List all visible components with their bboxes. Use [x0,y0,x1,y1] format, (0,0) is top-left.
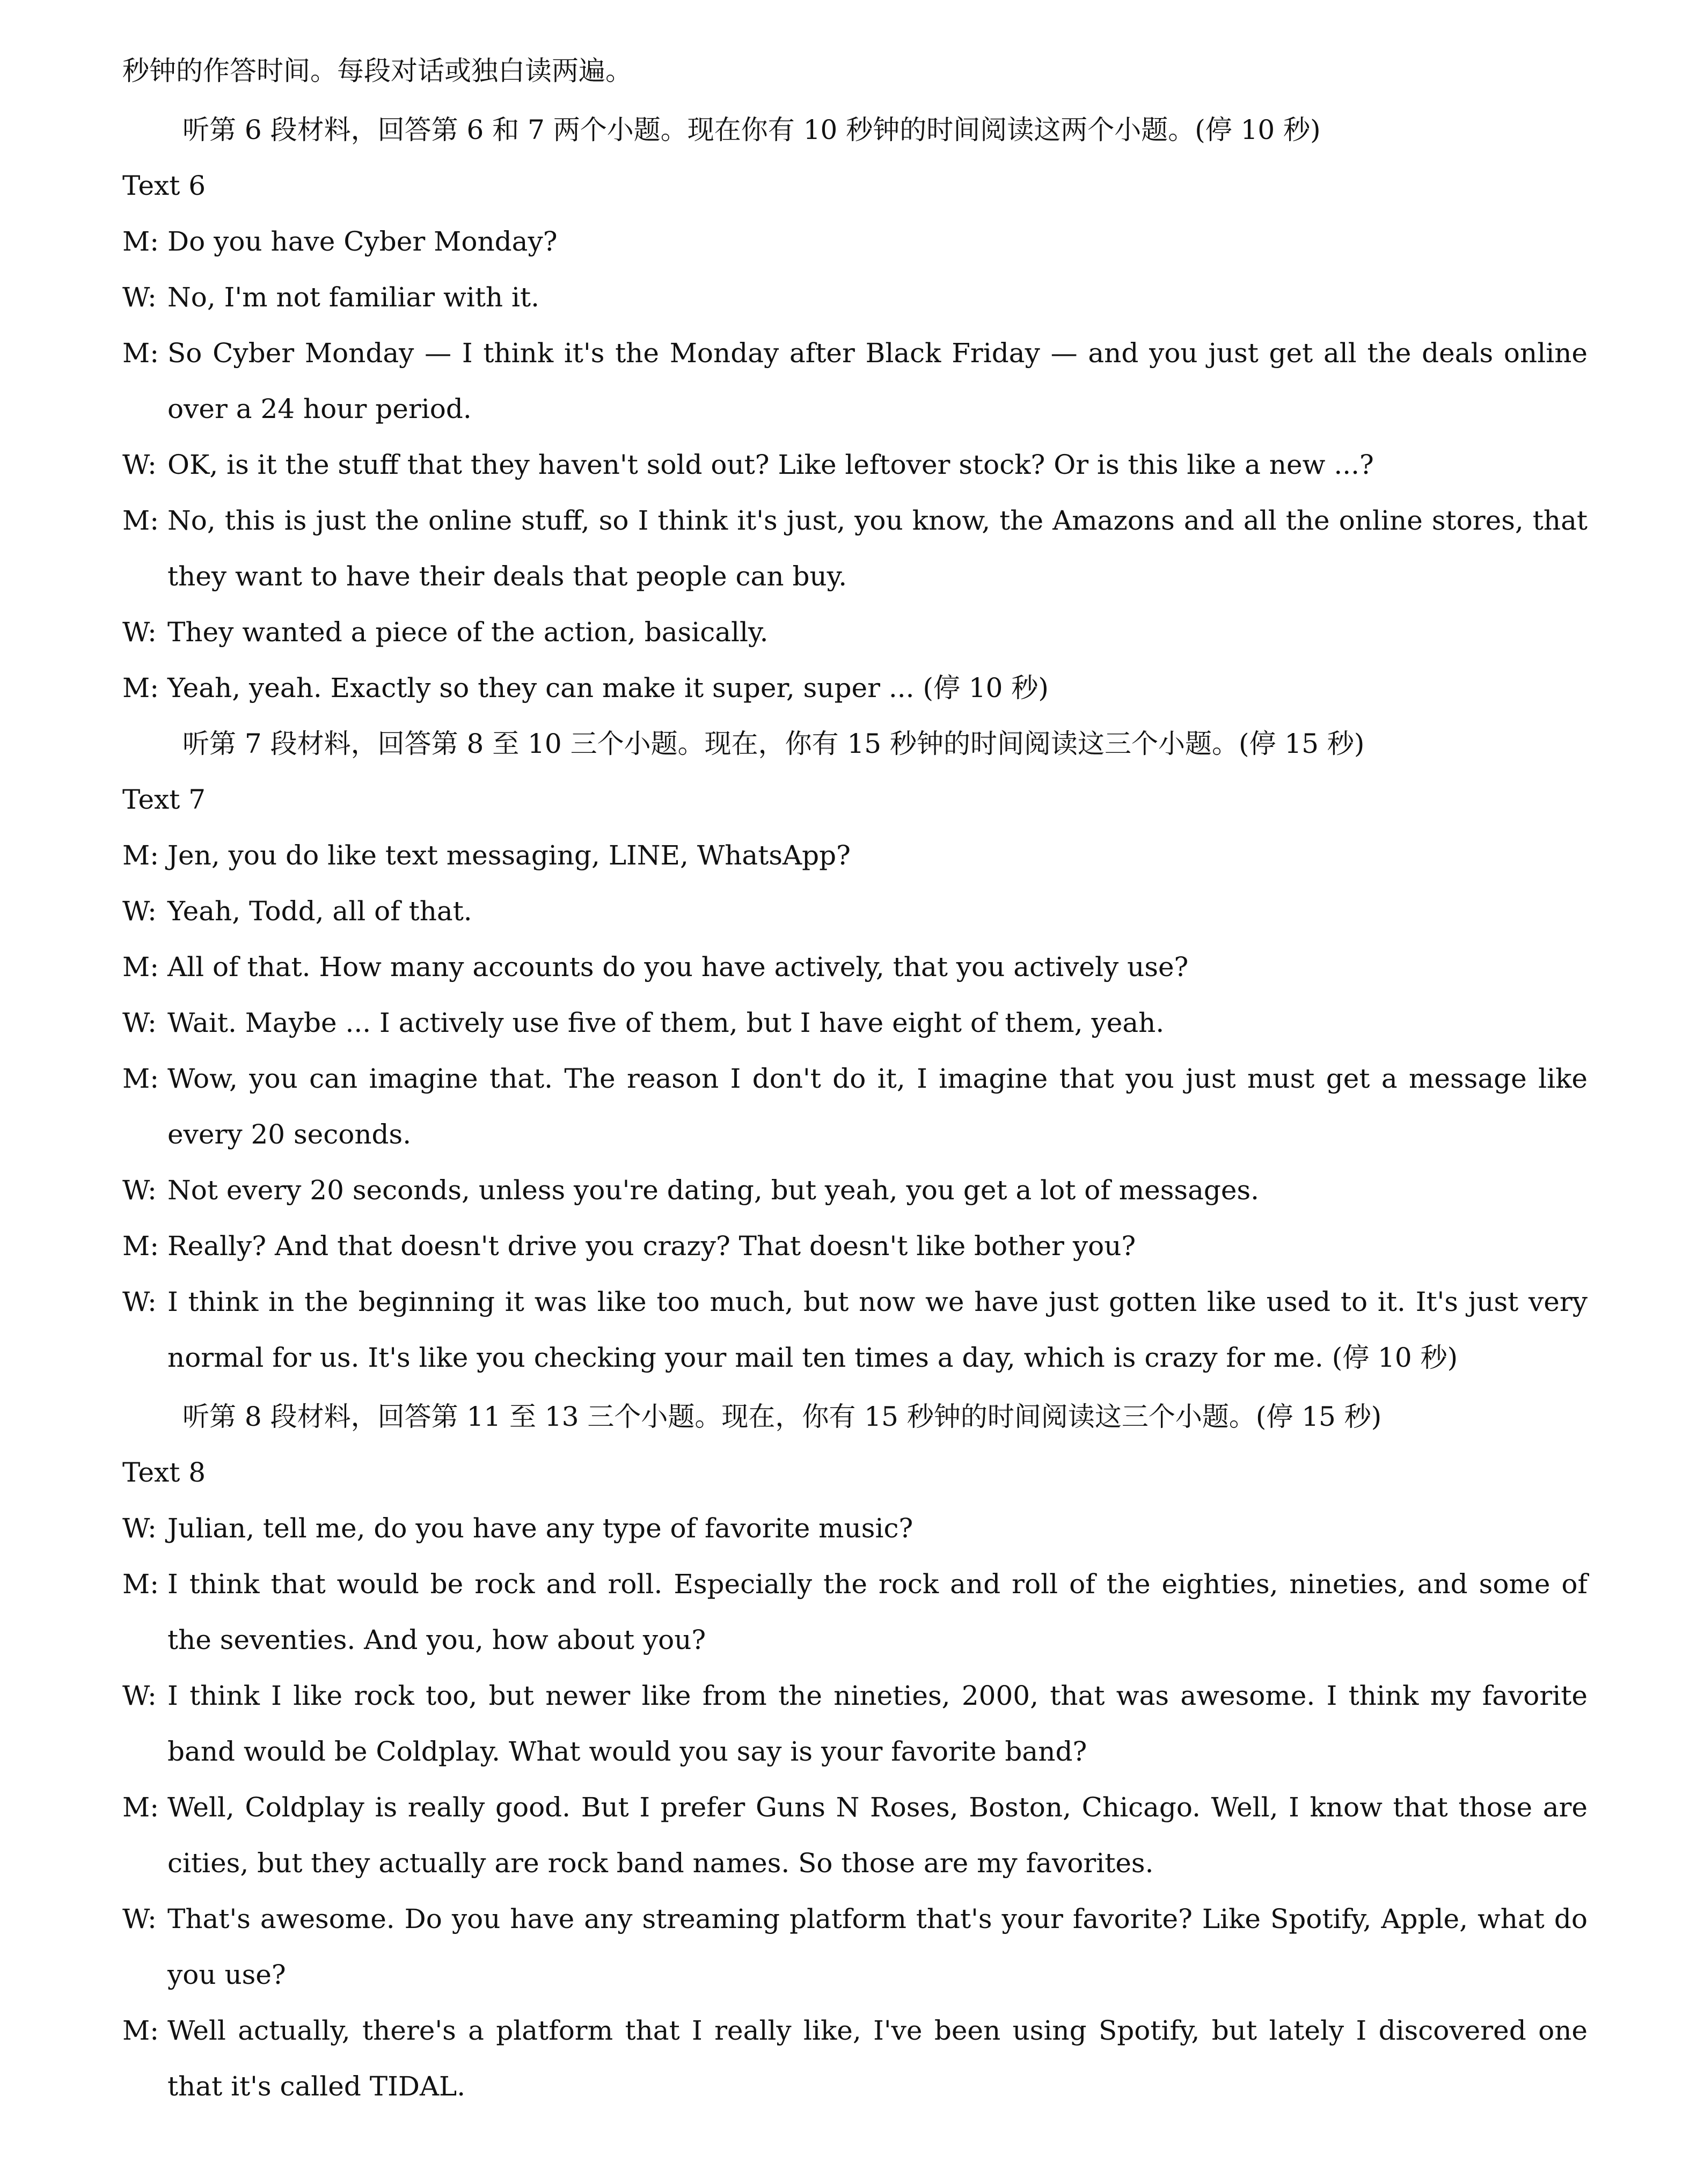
dialogue-line [122,2003,1588,2114]
dialogue-text: Do you have Cyber Monday? [167,226,558,257]
dialogue-text: Wow, you can imagine that. The reason I don't do it, I imagine that you just must get a message like every 20 seconds. [167,1063,1588,1150]
document-body [122,43,1588,2114]
text-label: Text 8 [122,1457,206,1488]
dialogue-line [122,437,1588,493]
speaker-label: M: [122,2015,159,2046]
speaker-label: W: [122,1680,157,1711]
section-instruction: 听第 7 段材料，回答第 8 至 10 三个小题。现在，你有 15 秒钟的时间阅读这三个小题。(停 15 秒) [182,728,1365,759]
dialogue-text: No, I'm not familiar with it. [167,282,539,313]
speaker-label: M: [122,1792,159,1823]
dialogue-line [122,325,1588,437]
dialogue-text: Yeah, yeah. Exactly so they can make it super, super ... (停 10 秒) [167,672,1049,703]
dialogue-text: Jen, you do like text messaging, LINE, WhatsApp? [167,840,851,871]
dialogue-text: Really? And that doesn't drive you crazy? That doesn't like bother you? [167,1230,1136,1262]
dialogue-line [122,1500,1588,1556]
speaker-label: W: [122,449,157,480]
dialogue-text: Well, Coldplay is really good. But I prefer Guns N Roses, Boston, Chicago. Well, I know that those are cities, but they actually are rock band names. So those are my favorites. [167,1792,1588,1879]
speaker-label: W: [122,1007,157,1038]
speaker-label: W: [122,1175,157,1206]
dialogue-text: I think that would be rock and roll. Especially the rock and roll of the eighties, nineties, and some of the seventies. And you, how about you? [167,1569,1588,1655]
speaker-label: W: [122,896,157,927]
dialogue-line [122,493,1588,604]
section-instruction: 听第 6 段材料，回答第 6 和 7 两个小题。现在你有 10 秒钟的时间阅读这两个小题。(停 10 秒) [182,114,1321,145]
dialogue-text: Well actually, there's a platform that I really like, I've been using Spotify, but lately I discovered one that it's called TIDAL. [167,2015,1588,2102]
dialogue-text: Yeah, Todd, all of that. [167,896,472,927]
dialogue-line [122,1668,1588,1779]
speaker-label: M: [122,1230,159,1262]
dialogue-line [122,269,1588,325]
dialogue-text: OK, is it the stuff that they haven't sold out? Like leftover stock? Or is this like a new ...? [167,449,1374,480]
speaker-label: W: [122,1513,157,1544]
speaker-label: M: [122,338,159,369]
dialogue-text: Not every 20 seconds, unless you're dating, but yeah, you get a lot of messages. [167,1175,1260,1206]
dialogue-text: I think in the beginning it was like too much, but now we have just gotten like used to it. It's just very normal for us. It's like you checking your mail ten times a day, which is crazy for me. (停 10 秒) [167,1286,1588,1373]
speaker-label: M: [122,672,159,703]
intro-line: 秒钟的作答时间。每段对话或独白读两遍。 [122,55,632,86]
dialogue-line [122,1891,1588,2003]
dialogue-line [122,660,1588,716]
dialogue-line [122,883,1588,939]
dialogue-line [122,939,1588,995]
dialogue-line [122,1556,1588,1668]
dialogue-line [122,827,1588,883]
dialogue-line [122,1779,1588,1891]
dialogue-text: I think I like rock too, but newer like from the nineties, 2000, that was awesome. I think my favorite band would be Coldplay. What would you say is your favorite band? [167,1680,1588,1767]
speaker-label: M: [122,505,159,536]
dialogue-text: They wanted a piece of the action, basically. [167,617,769,648]
speaker-label: M: [122,840,159,871]
speaker-label: M: [122,951,159,983]
dialogue-text: Wait. Maybe ... I actively use five of them, but I have eight of them, yeah. [167,1007,1165,1038]
dialogue-line [122,995,1588,1051]
dialogue-text: Julian, tell me, do you have any type of favorite music? [167,1513,913,1544]
dialogue-text: So Cyber Monday — I think it's the Monday after Black Friday — and you just get all the deals online over a 24 hour period. [167,338,1588,424]
speaker-label: M: [122,226,159,257]
dialogue-line [122,214,1588,269]
dialogue-text: All of that. How many accounts do you have actively, that you actively use? [167,951,1189,983]
dialogue-text: That's awesome. Do you have any streaming platform that's your favorite? Like Spotify, Apple, what do you use? [167,1903,1588,1990]
dialogue-line [122,1162,1588,1218]
text-label: Text 6 [122,170,206,201]
dialogue-line [122,1274,1588,1386]
speaker-label: W: [122,617,157,648]
speaker-label: W: [122,1286,157,1317]
text-label: Text 7 [122,784,206,815]
section-instruction: 听第 8 段材料，回答第 11 至 13 三个小题。现在，你有 15 秒钟的时间阅读这三个小题。(停 15 秒) [182,1401,1382,1432]
speaker-label: W: [122,1903,157,1934]
dialogue-line [122,604,1588,660]
dialogue-line [122,1218,1588,1274]
speaker-label: M: [122,1063,159,1094]
dialogue-line [122,1051,1588,1162]
speaker-label: W: [122,282,157,313]
dialogue-text: No, this is just the online stuff, so I think it's just, you know, the Amazons and all the online stores, that they want to have their deals that people can buy. [167,505,1588,592]
speaker-label: M: [122,1569,159,1600]
